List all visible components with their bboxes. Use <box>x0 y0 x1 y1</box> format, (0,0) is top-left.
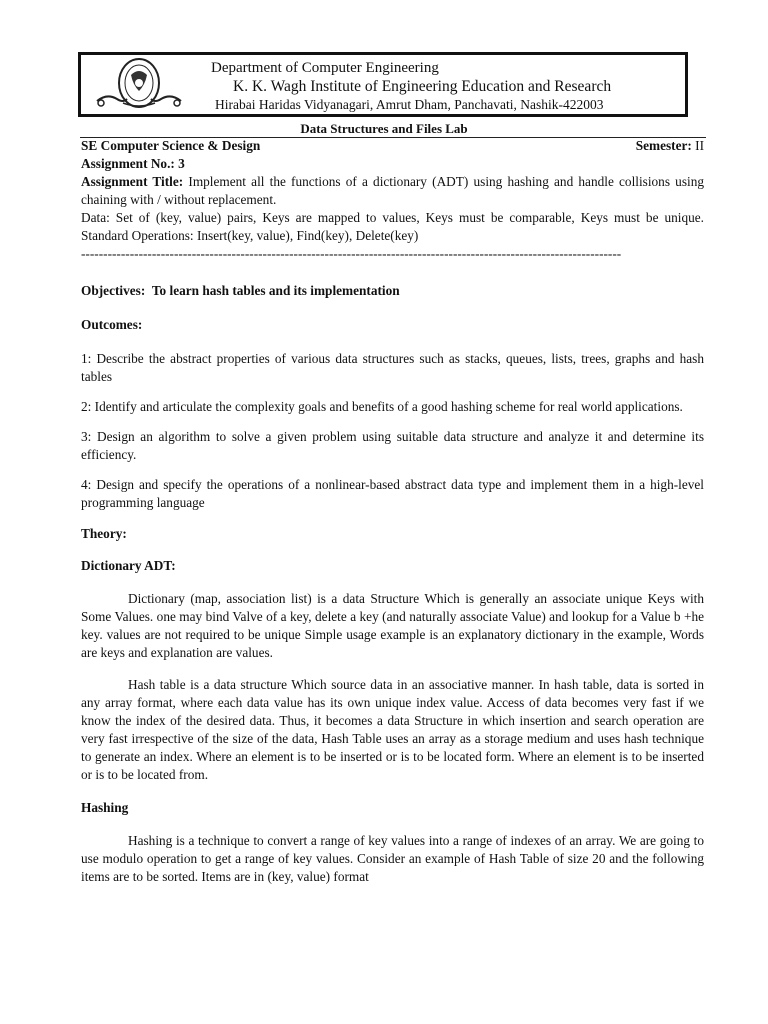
theory-heading: Theory: <box>81 526 127 541</box>
document-body <box>81 137 704 886</box>
assignment-title <box>81 173 704 209</box>
hash-table-paragraph: Hash table is a data structure Which source data in an associative manner. In hash table, data is sorted in any array format, where each data value has its own unique index value. Access of data becomes very fast if we know the index of the desired data. Thus, it becomes a data Structure in which insertion and search operation are very fast irrespective of the size of the data, Hash Table uses an array as a storage medium and uses hash technique to generate an index. Where an element is to be inserted or is to be located form. Where an element is to be inserted or is to be located from. <box>81 677 704 782</box>
lab-title: Data Structures and Files Lab <box>300 121 468 136</box>
outcome-item: 2: Identify and articulate the complexity goals and benefits of a good hashing scheme for real world applications. <box>81 399 683 414</box>
assignment-title-label: Assignment Title: <box>81 174 184 189</box>
assignment-title-text: Implement all the functions of a dictionary (ADT) using hashing and handle collisions using chaining with / without replacement. <box>81 174 704 207</box>
dictionary-paragraph: Dictionary (map, association list) is a data Structure Which is generally an associate unique Keys with Some Values. one may bind Valve of a key, delete a key (and naturally associate Value) and lookup for a Value b +he key. values are not required to be unique Simple usage example is an explanatory dictionary in the example, Words are keys and explanation are values. <box>81 591 704 660</box>
semester-value: II <box>695 138 704 153</box>
objectives <box>81 282 704 300</box>
institute-name: K. K. Wagh Institute of Engineering Education and Research <box>233 78 612 95</box>
hashing-paragraph: Hashing is a technique to convert a range of key values into a range of indexes of an array. We are going to use modulo operation to get a range of key values. Consider an example of Hash Table of size 20 and the following items are to be sorted. Items are in (key, value) format <box>81 833 704 884</box>
outcome-item: 1: Describe the abstract properties of various data structures such as stacks, queues, lists, trees, graphs and hash tables <box>81 351 704 384</box>
header-box <box>78 52 688 117</box>
objectives-text: To learn hash tables and its implementation <box>151 283 400 298</box>
objectives-label: Objectives: <box>81 283 146 298</box>
outcome-item: 4: Design and specify the operations of a nonlinear-based abstract data type and implement them in a high-level programming language <box>81 477 704 510</box>
data-description: Data: Set of (key, value) pairs, Keys are mapped to values, Keys must be comparable, Keys must be unique. Standard Operations: Insert(key, value), Find(key), Delete(key) <box>81 210 704 243</box>
department-name: Department of Computer Engineering <box>211 60 439 76</box>
course-row <box>81 137 704 155</box>
dictionary-adt-heading: Dictionary ADT: <box>81 558 176 573</box>
semester-label: Semester: <box>635 138 692 153</box>
course-name: SE Computer Science & Design <box>81 138 261 153</box>
separator-line: -------------------------------------------------------------------------------------------------------------------------- <box>81 246 622 261</box>
outcomes-label: Outcomes: <box>81 317 143 332</box>
semester <box>636 137 704 155</box>
assignment-number: Assignment No.: 3 <box>81 156 185 171</box>
outcome-item: 3: Design an algorithm to solve a given problem using suitable data structure and analyze it and determine its efficiency. <box>81 429 704 462</box>
institute-address: Hirabai Haridas Vidyanagari, Amrut Dham, Panchavati, Nashik-422003 <box>215 97 604 112</box>
hashing-heading: Hashing <box>81 800 129 815</box>
